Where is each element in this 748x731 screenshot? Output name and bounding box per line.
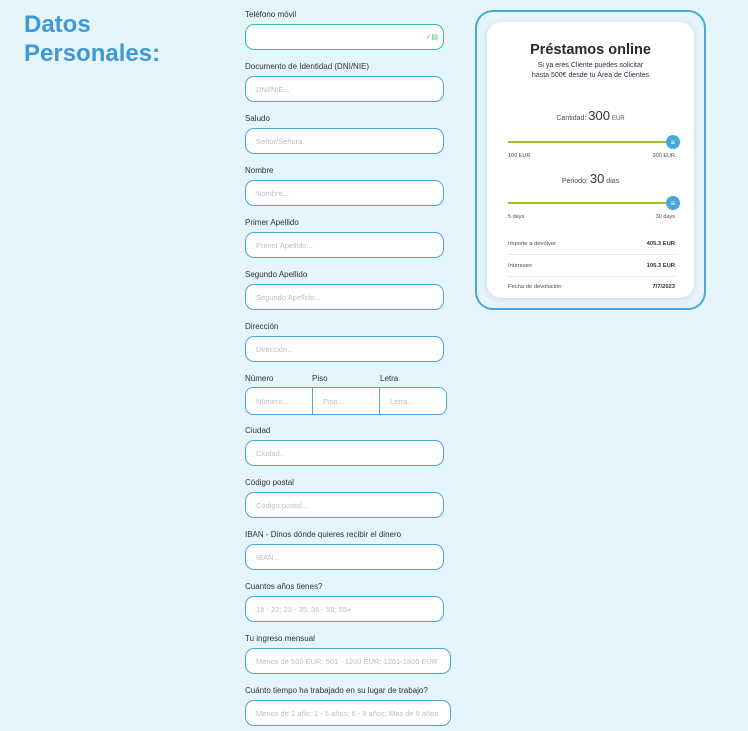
number-input[interactable]: Número... [246,388,313,414]
income-label: Tu ingreso mensual [245,634,315,643]
greeting-label: Saludo [245,114,270,123]
summary-label: Intereses [508,263,532,269]
period-min: 5 days [508,214,525,220]
summary-row-repay [508,241,675,247]
second-surname-label: Segundo Apellido [245,270,308,279]
address-input[interactable]: Dirección... [245,336,444,362]
floor-label: Piso [312,374,328,383]
phone-input[interactable] [245,24,444,50]
city-input[interactable]: Ciudad... [245,440,444,466]
period-value: 30 [589,171,605,186]
menu-lines-icon: ≡ [670,137,676,147]
postal-code-input[interactable]: Código postal... [245,492,444,518]
age-label: Cuantos años tienes? [245,582,323,591]
amount-value: 300 [588,108,610,123]
address-label: Dirección [245,322,279,331]
summary-divider [508,254,675,255]
amount-slider-track[interactable] [508,141,673,143]
income-select[interactable]: Menos de 500 EUR; 501 - 1200 EUR; 1201-1800 EUR [245,648,451,674]
number-label: Número [245,374,274,383]
card-title: Préstamos online [530,42,651,58]
iban-input[interactable]: IBAN... [245,544,444,570]
amount-min: 100 EUR [508,153,531,159]
amount-label: Cantidad: [556,115,587,122]
amount-max: 300 EUR [652,153,675,159]
document-label: Documento de Identidad (DNI/NIE) [245,62,370,71]
address-details-group [245,387,447,415]
name-label: Nombre [245,166,274,175]
period-unit: dias [606,178,620,185]
period-max: 30 days [655,214,675,220]
check-icon: ✓▤ [425,34,438,41]
amount-display [487,108,694,123]
summary-row-interest [508,263,675,269]
document-input[interactable]: DNI/NIE... [245,76,444,102]
amount-unit: EUR [611,116,625,122]
summary-label: Fecha de devolución [508,284,562,290]
first-surname-label: Primer Apellido [245,218,299,227]
summary-value: 105.3 EUR [646,263,675,269]
letter-input[interactable]: Letra... [390,396,414,406]
menu-lines-icon: ≡ [670,198,676,208]
loan-calculator-panel [487,22,694,298]
card-subtitle [487,61,694,81]
greeting-select[interactable]: Señor/Señora [245,128,444,154]
period-label: Periodo: [561,178,588,185]
letter-label: Letra [380,374,399,383]
summary-value: 405.3 EUR [646,241,675,247]
period-slider-thumb[interactable] [666,196,680,210]
iban-label: IBAN - Dinos dónde quieres recibir el dinero [245,530,402,539]
work-time-label: Cuánto tiempo ha trabajado en su lugar de trabajo? [245,686,428,695]
period-slider-track[interactable] [508,202,673,204]
first-surname-input[interactable]: Primer Apellido... [245,232,444,258]
summary-divider [508,276,675,277]
card-subtitle-line2: hasta 500€ desde tu Área de Clientes [531,72,650,79]
period-display [487,171,694,186]
summary-row-date [508,284,675,290]
section-title-line2: Personales: [24,40,161,67]
summary-label: Importe a devolver [508,241,557,247]
work-time-select[interactable]: Menos de 1 año; 1 - 5 años; 6 - 9 años; Mas de 9 años [245,700,451,726]
summary-value: 7/7/2023 [652,284,675,290]
age-select[interactable]: 18 - 22; 23 - 35; 36 - 59; 55+ [245,596,444,622]
second-surname-input[interactable]: Segundo Apellido... [245,284,444,310]
amount-slider-thumb[interactable] [666,135,680,149]
section-title [24,10,160,68]
loan-calculator-card [475,10,706,310]
section-title-line1: Datos [24,11,91,38]
card-subtitle-line1: Si ya eres Cliente puedes solicitar [537,62,644,69]
name-input[interactable]: Nombre... [245,180,444,206]
phone-label: Teléfono móvil [245,10,297,19]
postal-code-label: Código postal [245,478,294,487]
floor-input[interactable]: Piso... [313,388,380,414]
city-label: Ciudad [245,426,271,435]
